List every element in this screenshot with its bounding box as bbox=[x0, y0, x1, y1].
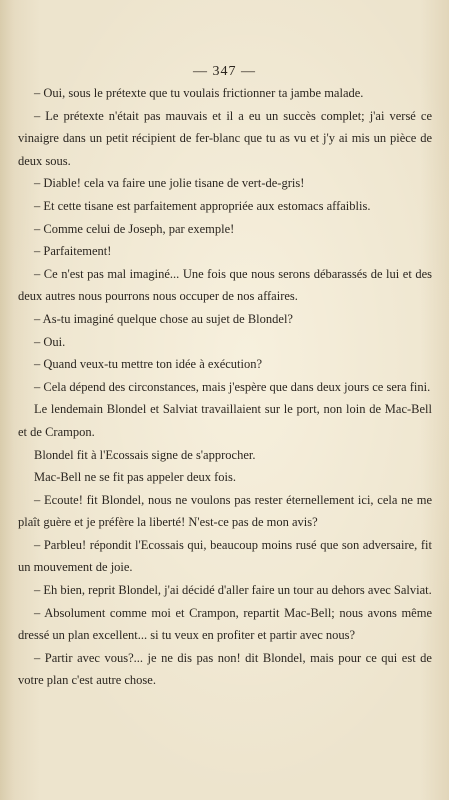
paragraph: – Eh bien, reprit Blondel, j'ai décidé d'aller faire un tour au dehors avec Salviat. bbox=[34, 583, 432, 598]
paragraph: – Et cette tisane est parfaitement appropriée aux estomacs affaiblis. bbox=[34, 198, 371, 213]
paragraph: – Parbleu! répondit l'Ecossais qui, beaucoup moins rusé que son adversaire, fit un mouvement de joie. bbox=[18, 537, 432, 575]
paragraph: – Cela dépend des circonstances, mais j'espère que dans deux jours ce sera fini. bbox=[34, 379, 431, 394]
paragraph: – Absolument comme moi et Crampon, repartit Mac-Bell; nous avons même dressé un plan excellent... si tu veux en profiter et partir avec nous? bbox=[18, 605, 432, 643]
paragraph: – Comme celui de Joseph, par exemple! bbox=[34, 221, 235, 236]
page-text bbox=[18, 82, 432, 692]
page-number: — 347 — bbox=[193, 64, 256, 79]
paragraph: – Diable! cela va faire une jolie tisane de vert-de-gris! bbox=[34, 176, 305, 191]
paragraph: – Oui. bbox=[34, 334, 66, 349]
paragraph: – Le prétexte n'était pas mauvais et il a eu un succès complet; j'ai versé ce vinaigre dans un petit récipient de fer-blanc que tu as vu et j'y ai mis un pièce de deux sous. bbox=[18, 108, 432, 168]
paragraph: – Partir avec vous?... je ne dis pas non! dit Blondel, mais pour ce qui est de votre plan c'est autre chose. bbox=[18, 650, 432, 688]
paragraph: – Ecoute! fit Blondel, nous ne voulons pas rester éternellement ici, cela ne me plaît guère et je préfère la liberté! N'est-ce pas de mon avis? bbox=[18, 492, 432, 530]
paragraph: – Parfaitement! bbox=[34, 244, 112, 259]
paragraph: Mac-Bell ne se fit pas appeler deux fois. bbox=[34, 470, 237, 485]
paragraph: Blondel fit à l'Ecossais signe de s'approcher. bbox=[34, 447, 256, 462]
paragraph: – As-tu imaginé quelque chose au sujet de Blondel? bbox=[34, 311, 293, 326]
paragraph: – Quand veux-tu mettre ton idée à exécution? bbox=[34, 357, 263, 372]
paragraph: – Oui, sous le prétexte que tu voulais frictionner ta jambe malade. bbox=[34, 86, 364, 100]
paragraph: Le lendemain Blondel et Salviat travaillaient sur le port, non loin de Mac-Bell et de Crampon. bbox=[18, 402, 432, 439]
paragraph: – Ce n'est pas mal imaginé... Une fois que nous serons débarassés de lui et des deux autres nous pourrons nous occuper de nos affaires. bbox=[18, 266, 432, 304]
